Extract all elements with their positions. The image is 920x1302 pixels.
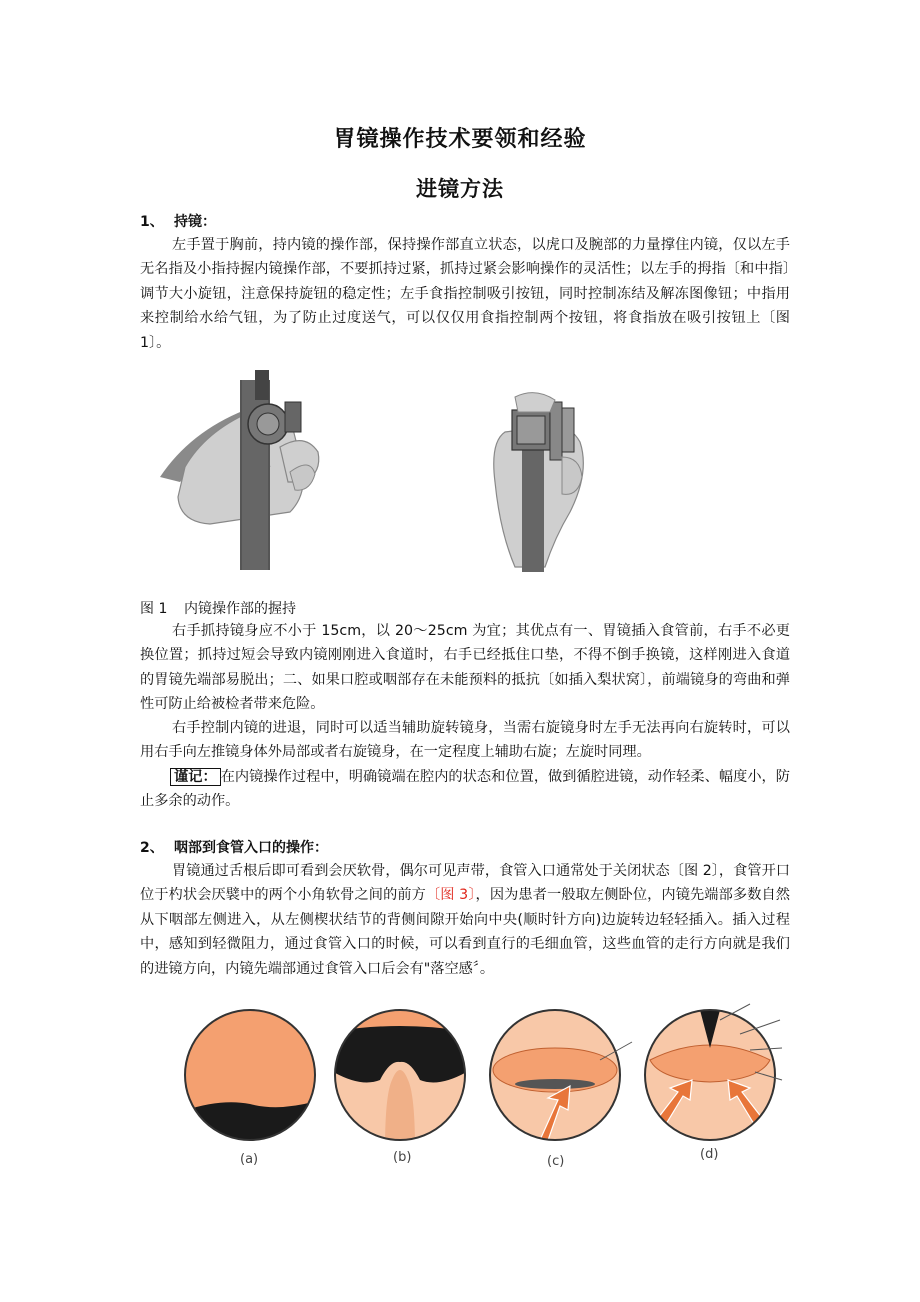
section2-title: 咽部到食管入口的操作： — [174, 840, 328, 856]
figure3-reference: 〔图 3〕 — [425, 887, 476, 904]
section2-text-1: 胃镜通过舌根后即可看到会厌软骨，偶尔可见声带，食管入口通常处于关闭状态〔图 2〕，食管开口位于杓状会厌襞中的两个小角软骨之间的前方 — [140, 863, 790, 904]
hand-front-view — [494, 393, 584, 572]
label-a: (a) — [240, 1152, 259, 1167]
section1-title: 持镜： — [174, 214, 216, 230]
section1-paragraph: 左手置于胸前，持内镜的操作部，保持操作部直立状态，以虎口及腕部的力量撑住内镜，仅以左手无名指及小指持握内镜操作部，不要抓持过紧，抓持过紧会影响操作的灵活性；以左手的拇指〔和中指〕调节大小旋钮，注意保持旋钮的稳定性；左手食指控制吸引按钮，同时控制冻结及解冻图像钮；中指用来控制给水给气钮，为了防止过度送气，可以仅仅用食指控制两个按钮，将食指放在吸引按钮上〔图 1〕。 — [140, 237, 790, 351]
section2-text-2: ，因为患者一般取左侧卧位，内镜先端部多数自然从下咽部左侧进入，从左侧楔状结节的背侧间隙开始向中央(顺时针方向)边旋转边轻轻插入。插入过程中，感知到轻微阻力，通过食管入口的时候，可以看到直行的毛细血管，这些血管的走行方向就是我们的进镜方向，内镜先端部通过食管入口后会有"落空感〞。 — [140, 887, 790, 977]
view-a — [180, 1000, 330, 1150]
view-d — [630, 1000, 790, 1150]
note-paragraph — [140, 765, 790, 814]
figure1-illustration — [150, 362, 610, 577]
section2-heading — [140, 837, 328, 857]
label-c: (c) — [547, 1154, 565, 1169]
label-b: (b) — [393, 1150, 412, 1165]
figure1-label: 图 1 — [140, 601, 168, 617]
section2-paragraph — [140, 859, 790, 981]
figure1-caption — [140, 598, 296, 618]
label-d: (d) — [700, 1147, 719, 1162]
document-subtitle: 进镜方法 — [416, 177, 504, 201]
section1-number: 1、 — [140, 214, 164, 230]
figure1-caption-text: 内镜操作部的握持 — [184, 601, 296, 617]
note-text: 在内镜操作过程中，明确镜端在腔内的状态和位置，做到循腔进镜，动作轻柔、幅度小，防止多余的动作。 — [140, 769, 790, 810]
view-c — [480, 1000, 632, 1150]
right-hand-paragraph: 右手抓持镜身应不小于 15cm，以 20～25cm 为宜；其优点有一、胃镜插入食管前，右手不必更换位置；抓持过短会导致内镜刚刚进入食道时，右手已经抵住口垫，不得不倒手换镜，这样刚进入食道的胃镜先端部易脱出；二、如果口腔或咽部存在未能预料的抵抗〔如插入梨状窝〕，前端镜身的弯曲和弹性可防止给被检者带来危险。 — [140, 623, 790, 713]
rotation-paragraph: 右手控制内镜的进退，同时可以适当辅助旋转镜身，当需右旋镜身时左手无法再向右旋转时，可以用右手向左推镜身体外局部或者右旋镜身，在一定程度上辅助右旋；左旋时同理。 — [140, 720, 790, 761]
view-b — [330, 1000, 480, 1150]
hand-left-view — [160, 370, 319, 570]
endoscopic-views-figure — [180, 1000, 790, 1175]
note-label: 谨记： — [170, 768, 221, 786]
section2-number: 2、 — [140, 840, 164, 856]
section1-heading — [140, 211, 216, 231]
document-title: 胃镜操作技术要领和经验 — [333, 127, 587, 152]
